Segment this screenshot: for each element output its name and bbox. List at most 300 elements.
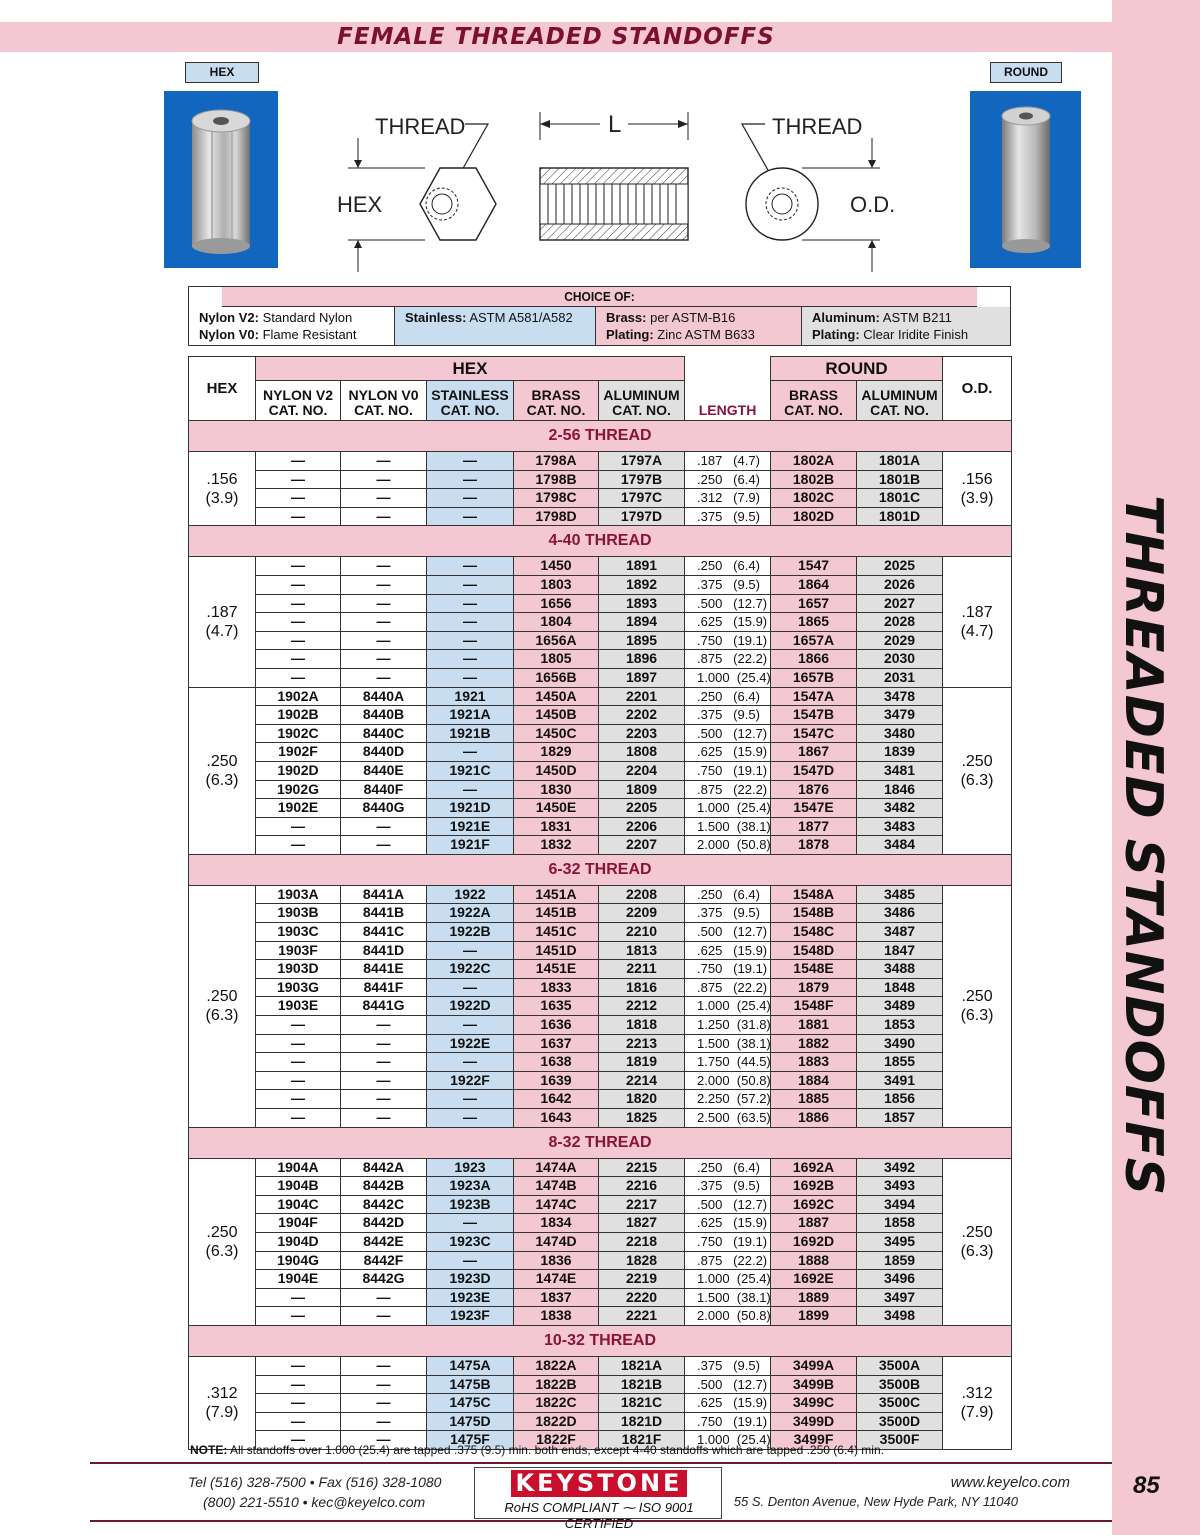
brass-cell: 1450A bbox=[514, 687, 599, 706]
brass-cell: 1450D bbox=[514, 761, 599, 780]
round-aluminum-cell: 3500C bbox=[857, 1394, 943, 1413]
brass-cell: 1635 bbox=[514, 997, 599, 1016]
hex-group-header: HEX bbox=[256, 357, 685, 381]
length-cell: .625 (15.9) bbox=[685, 743, 771, 762]
round-brass-cell: 1867 bbox=[771, 743, 857, 762]
round-standoff-photo bbox=[970, 91, 1081, 268]
round-aluminum-cell: 3481 bbox=[857, 761, 943, 780]
table-row bbox=[189, 1016, 1012, 1035]
nylon-v0-cell: 8442G bbox=[341, 1270, 427, 1289]
brass-cell: 1450E bbox=[514, 799, 599, 818]
nylon-v0-cell: — bbox=[341, 613, 427, 632]
round-aluminum-cell: 3492 bbox=[857, 1158, 943, 1177]
nylon-v0-cell: — bbox=[341, 1394, 427, 1413]
table-row bbox=[189, 1090, 1012, 1109]
nylon-v2-cell: 1904A bbox=[256, 1158, 341, 1177]
stainless-cell: 1922A bbox=[427, 904, 514, 923]
choice-stainless: Stainless: ASTM A581/A582 bbox=[395, 307, 596, 345]
round-brass-cell: 1881 bbox=[771, 1016, 857, 1035]
length-cell: .250 (6.4) bbox=[685, 470, 771, 489]
brass-cell: 1829 bbox=[514, 743, 599, 762]
round-aluminum-cell: 1846 bbox=[857, 780, 943, 799]
brass-cell: 1450B bbox=[514, 706, 599, 725]
round-aluminum-cell: 1858 bbox=[857, 1214, 943, 1233]
hex-standoff-photo bbox=[164, 91, 278, 268]
nylon-v2-cell: — bbox=[256, 631, 341, 650]
brass-cell: 1805 bbox=[514, 650, 599, 669]
stainless-cell: 1921D bbox=[427, 799, 514, 818]
round-brass-cell: 1802C bbox=[771, 489, 857, 508]
stainless-cell: — bbox=[427, 978, 514, 997]
footer-rule bbox=[90, 1462, 1112, 1464]
od-size-cell: .156 (3.9) bbox=[943, 452, 1012, 526]
stainless-cell: — bbox=[427, 1090, 514, 1109]
aluminum-cell: 2211 bbox=[599, 960, 685, 979]
nylon-v0-cell: 8441G bbox=[341, 997, 427, 1016]
brass-cell: 1834 bbox=[514, 1214, 599, 1233]
aluminum-cell: 1891 bbox=[599, 557, 685, 576]
length-cell: .750 (19.1) bbox=[685, 960, 771, 979]
stainless-cell: — bbox=[427, 1251, 514, 1270]
round-aluminum-cell: 3496 bbox=[857, 1270, 943, 1289]
table-row bbox=[189, 1356, 1012, 1375]
nylon-v2-cell: — bbox=[256, 613, 341, 632]
nylon-v2-cell: 1904C bbox=[256, 1195, 341, 1214]
table-row bbox=[189, 978, 1012, 997]
aluminum-cell: 1828 bbox=[599, 1251, 685, 1270]
stainless-cell: 1922E bbox=[427, 1034, 514, 1053]
nylon-v2-cell: 1903C bbox=[256, 923, 341, 942]
aluminum-cell: 1821C bbox=[599, 1394, 685, 1413]
aluminum-cell: 1894 bbox=[599, 613, 685, 632]
table-row bbox=[189, 1214, 1012, 1233]
nylon-v0-cell: — bbox=[341, 1071, 427, 1090]
material-choice-box bbox=[188, 286, 1011, 346]
nylon-v0-cell: 8440B bbox=[341, 706, 427, 725]
brass-cell: 1822B bbox=[514, 1375, 599, 1394]
table-row bbox=[189, 1158, 1012, 1177]
table-row bbox=[189, 817, 1012, 836]
round-tag: ROUND bbox=[990, 62, 1062, 83]
length-cell: .625 (15.9) bbox=[685, 613, 771, 632]
stainless-cell: 1922F bbox=[427, 1071, 514, 1090]
aluminum-cell: 2212 bbox=[599, 997, 685, 1016]
round-brass-cell: 1864 bbox=[771, 575, 857, 594]
round-aluminum-cell: 3500A bbox=[857, 1356, 943, 1375]
length-cell: .875 (22.2) bbox=[685, 650, 771, 669]
aluminum-cell: 1821B bbox=[599, 1375, 685, 1394]
brass-cell: 1837 bbox=[514, 1288, 599, 1307]
table-row bbox=[189, 761, 1012, 780]
hex-dim-label: HEX bbox=[337, 192, 383, 217]
round-aluminum-cell: 3497 bbox=[857, 1288, 943, 1307]
round-brass-cell: 1879 bbox=[771, 978, 857, 997]
round-aluminum-cell: 2028 bbox=[857, 613, 943, 632]
nylon-v0-cell: 8442A bbox=[341, 1158, 427, 1177]
round-aluminum-cell: 2031 bbox=[857, 668, 943, 687]
nylon-v2-cell: — bbox=[256, 1090, 341, 1109]
round-aluminum-cell: 3495 bbox=[857, 1232, 943, 1251]
nylon-v0-cell: 8440E bbox=[341, 761, 427, 780]
length-cell: .625 (15.9) bbox=[685, 1394, 771, 1413]
nylon-v0-cell: — bbox=[341, 452, 427, 471]
hex-size-cell: .250 (6.3) bbox=[189, 687, 256, 854]
length-cell: .500 (12.7) bbox=[685, 1375, 771, 1394]
stainless-cell: — bbox=[427, 613, 514, 632]
aluminum-cell: 1797B bbox=[599, 470, 685, 489]
length-cell: .625 (15.9) bbox=[685, 941, 771, 960]
round-aluminum-cell: 2026 bbox=[857, 575, 943, 594]
nylon-v0-cell: 8442D bbox=[341, 1214, 427, 1233]
page-number: 85 bbox=[1133, 1472, 1160, 1499]
aluminum-cell: 2215 bbox=[599, 1158, 685, 1177]
length-cell: .500 (12.7) bbox=[685, 923, 771, 942]
table-row bbox=[189, 780, 1012, 799]
stainless-cell: — bbox=[427, 1214, 514, 1233]
thread-section-title: 10-32 THREAD bbox=[189, 1325, 1012, 1356]
nylon-v0-cell: — bbox=[341, 557, 427, 576]
brass-cell: 1656B bbox=[514, 668, 599, 687]
nylon-v0-cell: — bbox=[341, 1109, 427, 1128]
round-aluminum-cell: 3491 bbox=[857, 1071, 943, 1090]
stainless-cell: — bbox=[427, 575, 514, 594]
brass-cell: 1832 bbox=[514, 836, 599, 855]
round-brass-header: BRASS CAT. NO. bbox=[771, 381, 857, 421]
nylon-v2-cell: — bbox=[256, 489, 341, 508]
round-aluminum-cell: 1857 bbox=[857, 1109, 943, 1128]
round-brass-cell: 1548B bbox=[771, 904, 857, 923]
aluminum-cell: 1895 bbox=[599, 631, 685, 650]
round-aluminum-cell: 3500B bbox=[857, 1375, 943, 1394]
stainless-cell: — bbox=[427, 743, 514, 762]
brass-cell: 1639 bbox=[514, 1071, 599, 1090]
round-aluminum-cell: 3484 bbox=[857, 836, 943, 855]
nylon-v0-cell: 8442F bbox=[341, 1251, 427, 1270]
length-cell: 1.000 (25.4) bbox=[685, 997, 771, 1016]
table-row bbox=[189, 1307, 1012, 1326]
round-aluminum-cell: 1847 bbox=[857, 941, 943, 960]
round-aluminum-cell: 3478 bbox=[857, 687, 943, 706]
nylon-v0-cell: — bbox=[341, 650, 427, 669]
nylon-v2-cell: 1902D bbox=[256, 761, 341, 780]
round-aluminum-cell: 2025 bbox=[857, 557, 943, 576]
length-cell: .250 (6.4) bbox=[685, 557, 771, 576]
thread-section-title: 8-32 THREAD bbox=[189, 1127, 1012, 1158]
round-aluminum-cell: 1853 bbox=[857, 1016, 943, 1035]
brass-cell: 1451B bbox=[514, 904, 599, 923]
aluminum-cell: 2206 bbox=[599, 817, 685, 836]
round-brass-cell: 1885 bbox=[771, 1090, 857, 1109]
aluminum-cell: 1797A bbox=[599, 452, 685, 471]
round-aluminum-cell: 1855 bbox=[857, 1053, 943, 1072]
table-row bbox=[189, 557, 1012, 576]
length-cell: 1.000 (25.4) bbox=[685, 1431, 771, 1450]
table-row bbox=[189, 706, 1012, 725]
nylon-v2-cell: — bbox=[256, 1375, 341, 1394]
table-row bbox=[189, 1288, 1012, 1307]
round-aluminum-cell: 2027 bbox=[857, 594, 943, 613]
brass-cell: 1830 bbox=[514, 780, 599, 799]
stainless-cell: 1921F bbox=[427, 836, 514, 855]
round-aluminum-cell: 3488 bbox=[857, 960, 943, 979]
table-row bbox=[189, 799, 1012, 818]
nylon-v0-cell: — bbox=[341, 489, 427, 508]
round-brass-cell: 1899 bbox=[771, 1307, 857, 1326]
thread-section-title: 6-32 THREAD bbox=[189, 854, 1012, 885]
table-row bbox=[189, 631, 1012, 650]
round-brass-cell: 1547E bbox=[771, 799, 857, 818]
stainless-cell: 1922C bbox=[427, 960, 514, 979]
od-size-cell: .250 (6.3) bbox=[943, 1158, 1012, 1325]
round-brass-cell: 1657 bbox=[771, 594, 857, 613]
nylon-v2-cell: — bbox=[256, 1412, 341, 1431]
banner-title: FEMALE THREADED STANDOFFS bbox=[337, 24, 775, 50]
aluminum-cell: 1821A bbox=[599, 1356, 685, 1375]
round-aluminum-cell: 3479 bbox=[857, 706, 943, 725]
round-brass-cell: 3499F bbox=[771, 1431, 857, 1450]
round-brass-cell: 1657B bbox=[771, 668, 857, 687]
round-aluminum-cell: 1801C bbox=[857, 489, 943, 508]
stainless-cell: 1475C bbox=[427, 1394, 514, 1413]
nylon-v0-cell: — bbox=[341, 668, 427, 687]
aluminum-cell: 1825 bbox=[599, 1109, 685, 1128]
nylon-v2-cell: — bbox=[256, 1394, 341, 1413]
nylon-v0-cell: 8440A bbox=[341, 687, 427, 706]
aluminum-cell: 1892 bbox=[599, 575, 685, 594]
brass-cell: 1451A bbox=[514, 885, 599, 904]
stainless-cell: — bbox=[427, 650, 514, 669]
od-dim-label: O.D. bbox=[850, 192, 896, 217]
nylon-v2-cell: 1902G bbox=[256, 780, 341, 799]
round-aluminum-header: ALUMINUM CAT. NO. bbox=[857, 381, 943, 421]
nylon-v0-cell: — bbox=[341, 1412, 427, 1431]
stainless-cell: 1922D bbox=[427, 997, 514, 1016]
nylon-v2-cell: — bbox=[256, 668, 341, 687]
aluminum-cell: 2210 bbox=[599, 923, 685, 942]
length-cell: 1.750 (44.5) bbox=[685, 1053, 771, 1072]
od-size-cell: .187 (4.7) bbox=[943, 557, 1012, 687]
nylon-v2-cell: — bbox=[256, 1053, 341, 1072]
round-brass-cell: 1876 bbox=[771, 780, 857, 799]
nylon-v0-cell: 8440D bbox=[341, 743, 427, 762]
stainless-cell: — bbox=[427, 557, 514, 576]
thread-section-header bbox=[189, 1325, 1012, 1356]
length-cell: .875 (22.2) bbox=[685, 1251, 771, 1270]
round-brass-cell: 1548C bbox=[771, 923, 857, 942]
round-brass-cell: 1548A bbox=[771, 885, 857, 904]
round-brass-cell: 1547D bbox=[771, 761, 857, 780]
round-aluminum-cell: 1848 bbox=[857, 978, 943, 997]
round-brass-cell: 1548E bbox=[771, 960, 857, 979]
side-title: THREADED STANDOFFS bbox=[1113, 495, 1173, 1197]
nylon-v2-cell: 1904B bbox=[256, 1177, 341, 1196]
round-brass-cell: 3499A bbox=[771, 1356, 857, 1375]
stainless-cell: 1921E bbox=[427, 817, 514, 836]
brass-cell: 1822F bbox=[514, 1431, 599, 1450]
length-cell: .375 (9.5) bbox=[685, 1356, 771, 1375]
brass-cell: 1798D bbox=[514, 507, 599, 526]
round-brass-cell: 1692E bbox=[771, 1270, 857, 1289]
length-cell: .250 (6.4) bbox=[685, 885, 771, 904]
brass-cell: 1636 bbox=[514, 1016, 599, 1035]
nylon-v0-cell: — bbox=[341, 1090, 427, 1109]
brass-cell: 1833 bbox=[514, 978, 599, 997]
choice-aluminum: Aluminum: ASTM B211 Plating: Clear Iridite Finish bbox=[802, 307, 1010, 345]
brass-cell: 1451C bbox=[514, 923, 599, 942]
length-cell: 2.000 (50.8) bbox=[685, 1071, 771, 1090]
choice-nylon: Nylon V2: Standard Nylon Nylon V0: Flame Resistant bbox=[189, 307, 395, 345]
brass-cell: 1450 bbox=[514, 557, 599, 576]
nylon-v0-cell: 8441D bbox=[341, 941, 427, 960]
nylon-v2-cell: 1903A bbox=[256, 885, 341, 904]
nylon-v2-cell: — bbox=[256, 1431, 341, 1450]
length-cell: .250 (6.4) bbox=[685, 1158, 771, 1177]
keystone-logo bbox=[474, 1467, 722, 1531]
aluminum-cell: 2216 bbox=[599, 1177, 685, 1196]
aluminum-cell: 1827 bbox=[599, 1214, 685, 1233]
aluminum-cell: 2217 bbox=[599, 1195, 685, 1214]
round-brass-cell: 3499C bbox=[771, 1394, 857, 1413]
thread-section-header bbox=[189, 1127, 1012, 1158]
stainless-cell: — bbox=[427, 507, 514, 526]
nylon-v0-cell: — bbox=[341, 594, 427, 613]
brass-cell: 1450C bbox=[514, 724, 599, 743]
length-cell: .187 (4.7) bbox=[685, 452, 771, 471]
brass-cell: 1474E bbox=[514, 1270, 599, 1289]
stainless-cell: — bbox=[427, 470, 514, 489]
nylon-v0-cell: — bbox=[341, 1375, 427, 1394]
hex-col-header: HEX bbox=[189, 357, 256, 421]
table-row bbox=[189, 1071, 1012, 1090]
aluminum-cell: 1818 bbox=[599, 1016, 685, 1035]
length-cell: .875 (22.2) bbox=[685, 780, 771, 799]
aluminum-cell: 1808 bbox=[599, 743, 685, 762]
length-cell: 1.250 (31.8) bbox=[685, 1016, 771, 1035]
length-cell: 1.000 (25.4) bbox=[685, 1270, 771, 1289]
stainless-cell: — bbox=[427, 631, 514, 650]
aluminum-cell: 1819 bbox=[599, 1053, 685, 1072]
stainless-cell: 1923D bbox=[427, 1270, 514, 1289]
nylon-v2-cell: — bbox=[256, 1034, 341, 1053]
table-row bbox=[189, 960, 1012, 979]
stainless-cell: 1923 bbox=[427, 1158, 514, 1177]
round-brass-cell: 1547 bbox=[771, 557, 857, 576]
aluminum-cell: 2221 bbox=[599, 1307, 685, 1326]
length-label: L bbox=[608, 111, 622, 138]
brass-cell: 1637 bbox=[514, 1034, 599, 1053]
length-cell: .750 (19.1) bbox=[685, 1412, 771, 1431]
round-aluminum-cell: 2029 bbox=[857, 631, 943, 650]
length-cell: .375 (9.5) bbox=[685, 507, 771, 526]
round-aluminum-cell: 3493 bbox=[857, 1177, 943, 1196]
table-row bbox=[189, 904, 1012, 923]
length-cell: 1.000 (25.4) bbox=[685, 799, 771, 818]
table-row bbox=[189, 575, 1012, 594]
length-cell: 1.000 (25.4) bbox=[685, 668, 771, 687]
nylon-v0-cell: 8441B bbox=[341, 904, 427, 923]
thread-section-header bbox=[189, 854, 1012, 885]
round-aluminum-cell: 1801B bbox=[857, 470, 943, 489]
stainless-cell: 1475F bbox=[427, 1431, 514, 1450]
round-aluminum-cell: 3500D bbox=[857, 1412, 943, 1431]
length-cell: .500 (12.7) bbox=[685, 1195, 771, 1214]
table-row bbox=[189, 997, 1012, 1016]
aluminum-cell: 1896 bbox=[599, 650, 685, 669]
stainless-cell: 1921C bbox=[427, 761, 514, 780]
table-row bbox=[189, 724, 1012, 743]
nylon-v2-cell: 1902E bbox=[256, 799, 341, 818]
stainless-cell: — bbox=[427, 594, 514, 613]
nylon-v0-cell: — bbox=[341, 1034, 427, 1053]
aluminum-cell: 2214 bbox=[599, 1071, 685, 1090]
aluminum-cell: 2213 bbox=[599, 1034, 685, 1053]
brass-cell: 1643 bbox=[514, 1109, 599, 1128]
table-row bbox=[189, 507, 1012, 526]
aluminum-cell: 1797D bbox=[599, 507, 685, 526]
nylon-v0-cell: 8440G bbox=[341, 799, 427, 818]
logo-certifications: RoHS COMPLIANT ⁓ ISO 9001 CERTIFIED bbox=[504, 1500, 694, 1531]
nylon-v2-cell: — bbox=[256, 1288, 341, 1307]
round-aluminum-cell: 1859 bbox=[857, 1251, 943, 1270]
stainless-cell: — bbox=[427, 489, 514, 508]
brass-cell: 1451D bbox=[514, 941, 599, 960]
choice-brass: Brass: per ASTM-B16 Plating: Zinc ASTM B633 bbox=[596, 307, 802, 345]
footer-website[interactable]: www.keyelco.com bbox=[950, 1474, 1070, 1491]
nylon-v0-cell: 8441A bbox=[341, 885, 427, 904]
length-cell: .625 (15.9) bbox=[685, 1214, 771, 1233]
od-size-cell: .250 (6.3) bbox=[943, 687, 1012, 854]
round-brass-cell: 1547B bbox=[771, 706, 857, 725]
round-brass-cell: 1802A bbox=[771, 452, 857, 471]
nylon-v2-cell: 1902B bbox=[256, 706, 341, 725]
round-aluminum-cell: 3482 bbox=[857, 799, 943, 818]
round-brass-cell: 1692A bbox=[771, 1158, 857, 1177]
length-cell: 2.250 (57.2) bbox=[685, 1090, 771, 1109]
nylon-v2-cell: — bbox=[256, 1109, 341, 1128]
length-cell: 1.500 (38.1) bbox=[685, 1034, 771, 1053]
nylon-v2-cell: 1903D bbox=[256, 960, 341, 979]
stainless-cell: — bbox=[427, 1109, 514, 1128]
aluminum-cell: 2219 bbox=[599, 1270, 685, 1289]
footer-address: 55 S. Denton Avenue, New Hyde Park, NY 11040 bbox=[733, 1494, 1018, 1509]
table-row bbox=[189, 1270, 1012, 1289]
logo-wordmark: KEYSTONE bbox=[511, 1470, 687, 1497]
brass-cell: 1451E bbox=[514, 960, 599, 979]
brass-cell: 1822C bbox=[514, 1394, 599, 1413]
brass-cell: 1656A bbox=[514, 631, 599, 650]
hex-tag: HEX bbox=[185, 62, 259, 83]
round-brass-cell: 1692B bbox=[771, 1177, 857, 1196]
stainless-cell: — bbox=[427, 780, 514, 799]
brass-cell: 1831 bbox=[514, 817, 599, 836]
round-brass-cell: 1888 bbox=[771, 1251, 857, 1270]
nylon-v0-cell: — bbox=[341, 1431, 427, 1450]
stainless-cell: — bbox=[427, 452, 514, 471]
round-aluminum-cell: 3498 bbox=[857, 1307, 943, 1326]
round-brass-cell: 1887 bbox=[771, 1214, 857, 1233]
round-brass-cell: 1548F bbox=[771, 997, 857, 1016]
nylon-v2-cell: 1903B bbox=[256, 904, 341, 923]
brass-cell: 1798B bbox=[514, 470, 599, 489]
round-brass-cell: 1866 bbox=[771, 650, 857, 669]
thread-label-left: THREAD bbox=[375, 114, 466, 139]
brass-cell: 1656 bbox=[514, 594, 599, 613]
nylon-v0-cell: 8440C bbox=[341, 724, 427, 743]
nylon-v2-cell: — bbox=[256, 817, 341, 836]
stainless-cell: — bbox=[427, 668, 514, 687]
nylon-v2-cell: — bbox=[256, 452, 341, 471]
stainless-cell: 1923A bbox=[427, 1177, 514, 1196]
